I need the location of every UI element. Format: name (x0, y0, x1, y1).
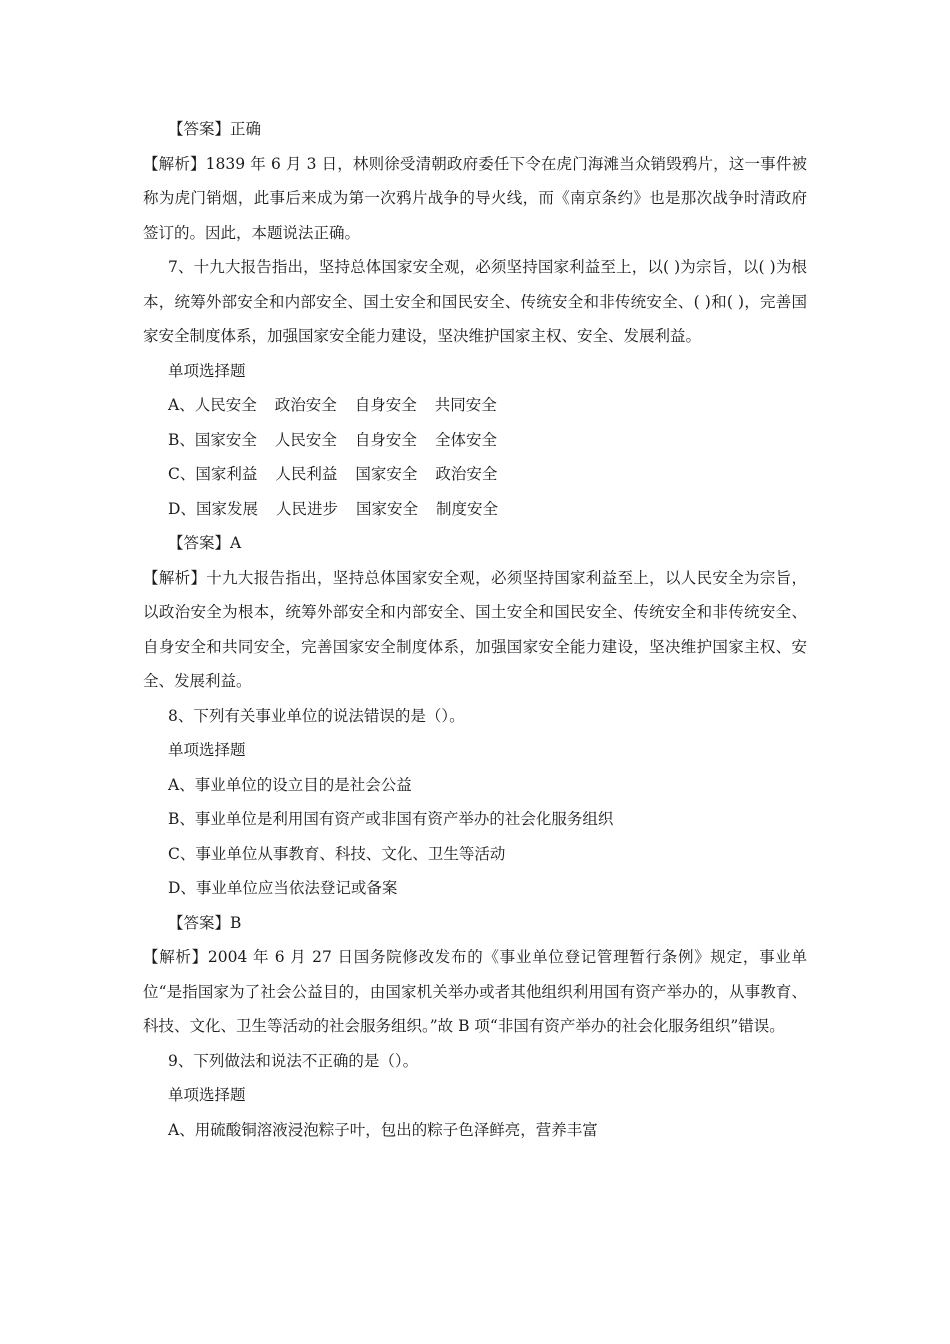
option-term: 政治安全 (435, 465, 498, 483)
option-term: 共同安全 (434, 396, 497, 414)
option-term: 全体安全 (434, 430, 497, 449)
option-letter: D、 (168, 499, 196, 518)
option-term: 国家安全 (355, 465, 418, 483)
q6-answer: 【答案】正确 (168, 120, 262, 138)
option-term: 国家安全 (355, 499, 418, 518)
q8-option-c: C、事业单位从事教育、科技、文化、卫生等活动 (168, 844, 506, 863)
q7-analysis: 【解析】十九大报告指出，坚持总体国家安全观，必须坚持国家利益至上，以人民安全为宗旨，以政治安全为根本，统筹外部安全和内部安全、国土安全和国民安全、传统安全和非传统安全、自身安全和共同安全，完善国家安全制度体系，加强国家安全能力建设，坚决维护国家主权、安全、发展利益。 (143, 568, 807, 690)
q8-option-a: A、事业单位的设立目的是社会公益 (168, 775, 412, 794)
option-letter: C、 (168, 465, 196, 483)
option-term: 人民安全 (194, 396, 257, 414)
option-term: 国家发展 (195, 499, 258, 518)
option-letter: A、 (168, 396, 195, 414)
q9-option-a: A、用硫酸铜溶液浸泡粽子叶，包出的粽子色泽鲜亮，营养丰富 (168, 1120, 598, 1139)
q7-answer: 【答案】A (168, 534, 242, 552)
q9-type: 单项选择题 (168, 1086, 246, 1104)
option-term: 国家安全 (194, 430, 257, 449)
q8-analysis: 【解析】2004 年 6 月 27 日国务院修改发布的《事业单位登记管理暂行条例》规定，事业单位“是指国家为了社会公益目的，由国家机关举办或者其他组织利用国有资产举办的，从事教育、科技、文化、卫生等活动的社会服务组织。”故 B 项“非国有资产举办的社会化服务组织”错误。 (143, 948, 807, 1035)
q7-stem: 7、十九大报告指出，坚持总体国家安全观，必须坚持国家利益至上，以( )为宗旨，以( )为根本，统筹外部安全和内部安全、国土安全和国民安全、传统安全和非传统安全、( )和( )，完善国家安全制度体系，加强国家安全能力建设，坚决维护国家主权、安全、发展利益。 (143, 258, 807, 345)
q7-option-c (143, 457, 807, 492)
option-term: 国家利益 (195, 465, 258, 483)
option-term: 制度安全 (435, 499, 498, 518)
q8-type: 单项选择题 (168, 741, 246, 759)
q7-type: 单项选择题 (168, 361, 246, 380)
option-term: 自身安全 (354, 430, 417, 449)
option-term: 人民安全 (274, 430, 337, 449)
q8-option-b: B、事业单位是利用国有资产或非国有资产举办的社会化服务组织 (168, 810, 614, 828)
q8-stem: 8、下列有关事业单位的说法错误的是（）。 (168, 706, 465, 725)
option-term: 政治安全 (274, 396, 337, 414)
q8-option-d: D、事业单位应当依法登记或备案 (168, 879, 398, 897)
option-term: 人民进步 (275, 499, 338, 518)
q6-analysis: 【解析】1839 年 6 月 3 日，林则徐受清朝政府委任下令在虎门海滩当众销毁鸦片，这一事件被称为虎门销烟，此事后来成为第一次鸦片战争的导火线，而《南京条约》也是那次战争时清政府签订的。因此，本题说法正确。 (143, 154, 807, 242)
q8-answer: 【答案】B (168, 913, 242, 932)
q7-option-a (143, 388, 807, 423)
option-term: 人民利益 (275, 465, 338, 483)
option-letter: B、 (168, 430, 195, 449)
q9-stem: 9、下列做法和说法不正确的是（）。 (168, 1051, 419, 1070)
q7-option-b (143, 423, 807, 458)
option-term: 自身安全 (354, 396, 417, 414)
q7-option-d (143, 492, 807, 527)
page-content (143, 112, 807, 1147)
